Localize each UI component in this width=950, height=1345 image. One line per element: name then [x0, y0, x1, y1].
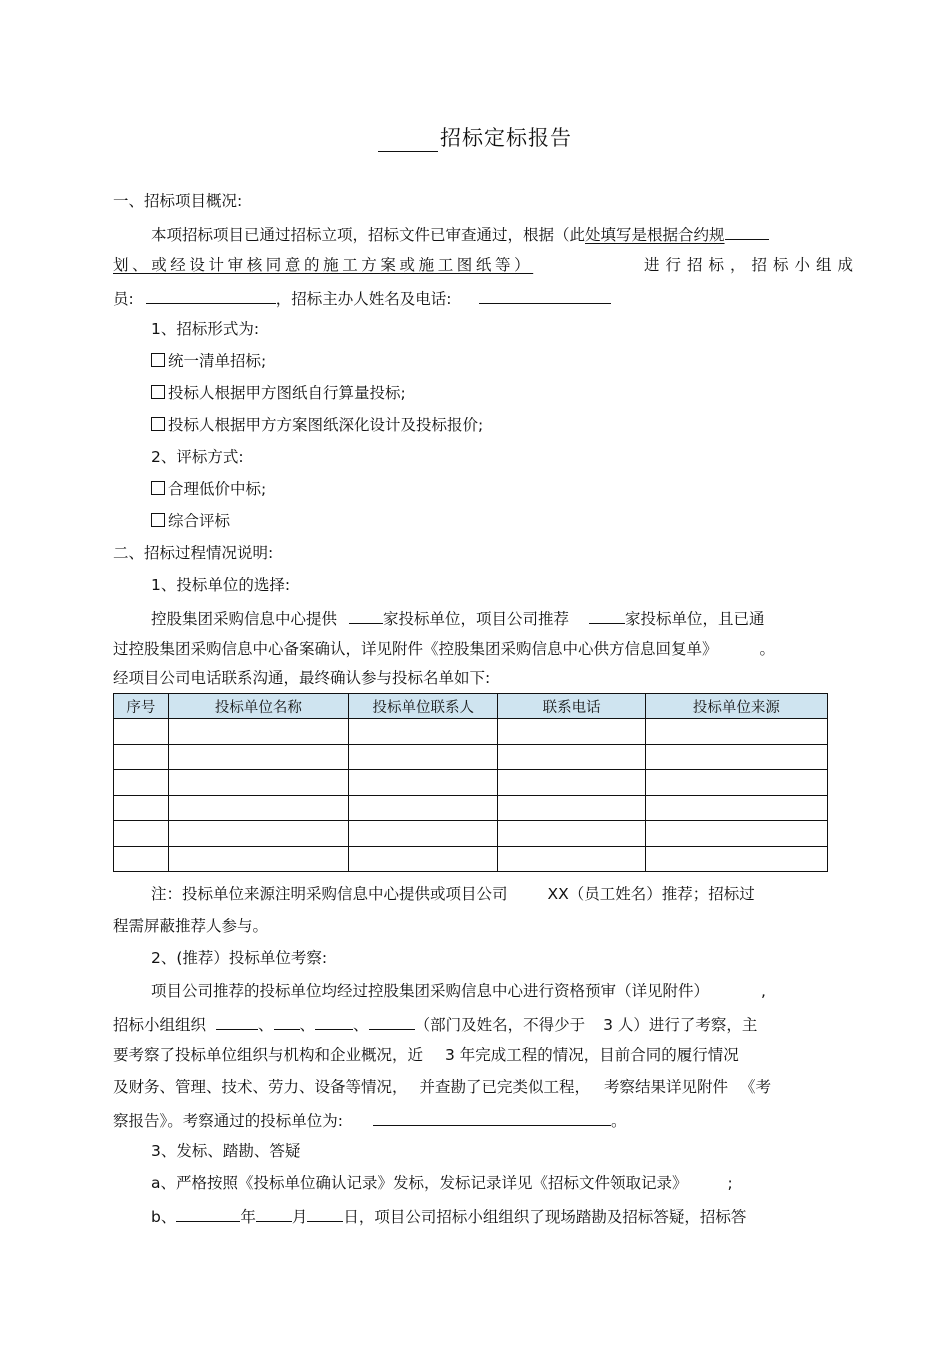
- page-title: 招标定标报告: [0, 122, 950, 152]
- title-blank: [378, 129, 438, 152]
- paragraph-1-line-1: 本项招标项目已通过招标立项，招标文件已审查通过，根据（此处填写是根据合约规: [151, 222, 859, 246]
- table-row: [114, 821, 828, 847]
- checkbox-icon[interactable]: [151, 481, 165, 495]
- checkbox-icon[interactable]: [151, 417, 165, 431]
- column-header: 联系电话: [498, 694, 645, 719]
- subsection-1-heading: 1、投标单位的选择:: [151, 576, 291, 594]
- item-a: a、严格按照《投标单位确认记录》发标，发标记录详见《招标文件领取记录》 ;: [151, 1174, 733, 1192]
- paragraph-3-line-3: 要考察了投标单位组织与机构和企业概况，近 3 年完成工程的情况，目前合同的履行情况: [113, 1046, 739, 1064]
- form-option-3: 投标人根据甲方方案图纸深化设计及投标报价;: [151, 414, 859, 436]
- form-option-1: 统一清单招标;: [151, 350, 859, 372]
- table-row: [114, 846, 828, 872]
- host-contact-blank: [479, 286, 611, 304]
- subsection-2-heading: 2、(推荐）投标单位考察:: [151, 949, 328, 967]
- paragraph-2-line-2: 过控股集团采购信息中心备案确认，详见附件《控股集团采购信息中心供方信息回复单》 。: [113, 640, 776, 658]
- table-row: [114, 744, 828, 770]
- section-1-heading: 一、招标项目概况:: [113, 192, 243, 210]
- table-row: [114, 719, 828, 745]
- note-line-2: 程需屏蔽推荐人参与。: [113, 917, 269, 935]
- column-header: 投标单位名称: [168, 694, 348, 719]
- paragraph-1-line-3: 员: ，招标主办人姓名及电话:: [113, 286, 859, 310]
- paragraph-2-line-1: 控股集团采购信息中心提供 家投标单位，项目公司推荐 家投标单位，且已通: [151, 606, 859, 630]
- paragraph-3-line-1: 项目公司推荐的投标单位均经过控股集团采购信息中心进行资格预审（详见附件） ,: [151, 982, 766, 1000]
- subsection-3-heading: 3、发标、踏勘、答疑: [151, 1142, 301, 1160]
- note-line-1: 注：投标单位来源注明采购信息中心提供或项目公司 XX（员工姓名）推荐；招标过: [151, 885, 755, 903]
- form-option-2: 投标人根据甲方图纸自行算量投标;: [151, 382, 859, 404]
- checkbox-icon[interactable]: [151, 513, 165, 527]
- eval-heading: 2、评标方式:: [151, 448, 244, 466]
- team-members-blank: [146, 286, 276, 304]
- bidder-table: [113, 693, 828, 872]
- column-header: 投标单位来源: [645, 694, 827, 719]
- table-row: [114, 795, 828, 821]
- paragraph-2-line-3: 经项目公司电话联系沟通，最终确认参与投标名单如下:: [113, 669, 491, 687]
- table-row: [114, 770, 828, 796]
- column-header: 序号: [114, 694, 169, 719]
- column-header: 投标单位联系人: [349, 694, 498, 719]
- table-header-row: [114, 694, 828, 719]
- eval-option-2: 综合评标: [151, 510, 859, 532]
- checkbox-icon[interactable]: [151, 385, 165, 399]
- paragraph-3-line-5: 察报告》。考察通过的投标单位为: 。: [113, 1108, 859, 1132]
- paragraph-3-line-2: 招标小组组织 、 、 、 （部门及姓名，不得少于 3 人）进行了考察，主: [113, 1012, 859, 1036]
- paragraph-1-line-2: 划、或经设计审核同意的施工方案或施工图纸等） 进行招标，招标小组成: [113, 256, 859, 274]
- checkbox-icon[interactable]: [151, 353, 165, 367]
- form-heading: 1、招标形式为:: [151, 320, 260, 338]
- item-b: b、 年 月 日，项目公司招标小组组织了现场踏勘及招标答疑，招标答: [151, 1204, 859, 1228]
- section-2-heading: 二、招标过程情况说明:: [113, 544, 274, 562]
- paragraph-3-line-4: 及财务、管理、技术、劳力、设备等情况， 并查勘了已完类似工程， 考察结果详见附件 《考: [113, 1078, 772, 1096]
- passed-bidder-blank: [373, 1108, 611, 1126]
- eval-option-1: 合理低价中标;: [151, 478, 859, 500]
